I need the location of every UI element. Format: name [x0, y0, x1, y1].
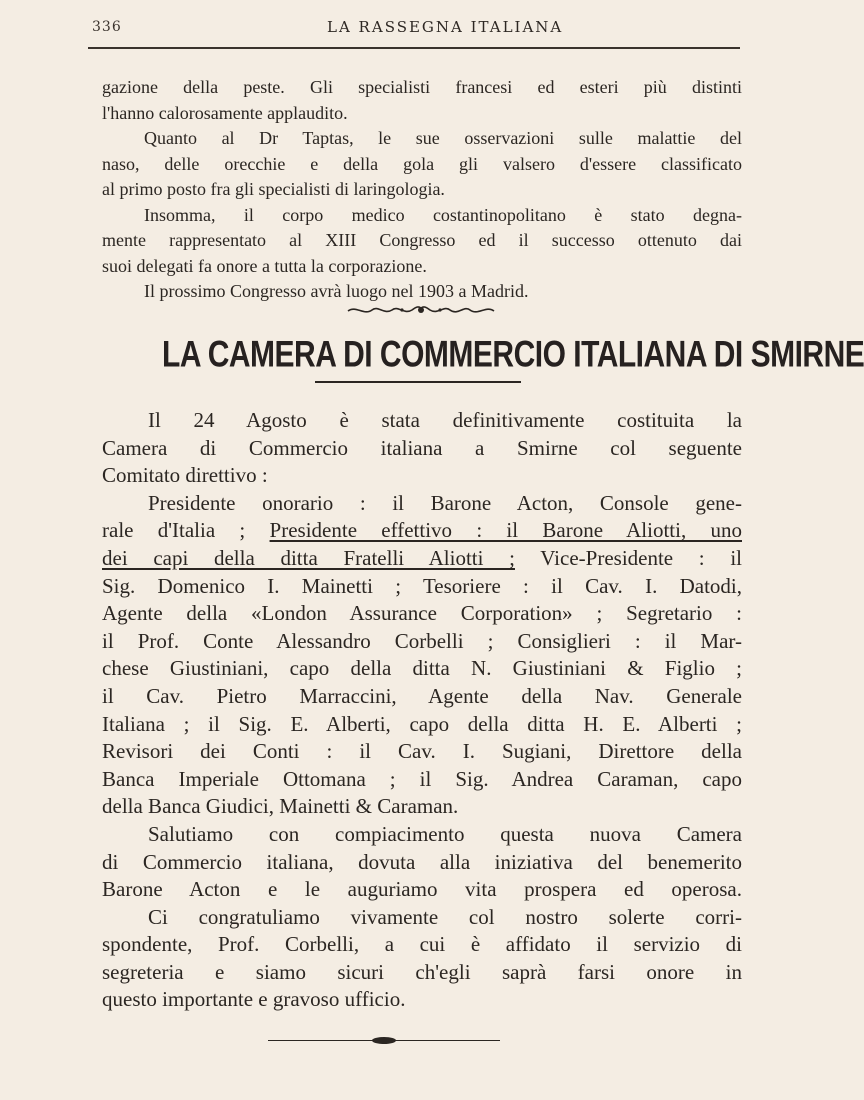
article-title: LA CAMERA DI COMMERCIO ITALIANA DI SMIRNE — [162, 335, 864, 376]
text-segment: Vice-Presidente : il — [514, 545, 742, 570]
text-line: Comitato direttivo : — [102, 463, 268, 488]
page-number: 336 — [92, 19, 122, 35]
title-rule — [315, 381, 521, 383]
text-line: Revisori dei Conti : il Cav. I. Sugiani, Direttore della — [102, 739, 742, 764]
text-line: naso, delle orecchie e della gola gli valsero d'essere classificato — [102, 153, 742, 174]
text-segment: rale d'Italia ; — [102, 518, 270, 543]
text-line — [102, 517, 742, 545]
text-line: segreteria e siamo sicuri ch'egli saprà farsi onore in — [102, 959, 742, 984]
text-line: Banca Imperiale Ottomana ; il Sig. Andrea Caraman, capo — [102, 766, 742, 791]
text-line: spondente, Prof. Corbelli, a cui è affidato il servizio di — [102, 932, 742, 957]
text-line: questo importante e gravoso ufficio. — [102, 987, 406, 1012]
text-line: il Prof. Conte Alessandro Corbelli ; Consiglieri : il Mar- — [102, 628, 742, 653]
underlined-passage: dei capi della ditta Fratelli Aliotti ; — [102, 545, 515, 570]
text-line: della Banca Giudici, Mainetti & Caraman. — [102, 794, 459, 819]
text-line: Insomma, il corpo medico costantinopolitano è stato degna- — [144, 204, 742, 225]
end-of-article-rule — [268, 1040, 500, 1041]
text-line: Barone Acton e le auguriamo vita prospera ed operosa. — [102, 877, 742, 902]
running-header — [0, 18, 771, 58]
underlined-passage: Presidente effettivo : il Barone Aliotti, uno — [269, 518, 742, 543]
text-line: mente rappresentato al XIII Congresso ed il successo ottenuto dai — [102, 230, 742, 250]
text-line — [102, 545, 742, 573]
text-line: di Commercio italiana, dovuta alla iniziativa del benemerito — [102, 849, 742, 874]
text-line: Italiana ; il Sig. E. Alberti, capo della ditta H. E. Alberti ; — [102, 711, 742, 736]
text-line: al primo posto fra gli specialisti di laringologia. — [102, 179, 445, 199]
running-title: LA RASSEGNA ITALIANA — [327, 18, 564, 36]
text-line: Salutiamo con compiacimento questa nuova Camera — [148, 821, 742, 846]
text-line: Agente della «London Assurance Corporation» ; Segretario : — [102, 601, 742, 626]
text-line: chese Giustiniani, capo della ditta N. Giustiniani & Figlio ; — [102, 656, 742, 681]
article-body — [102, 407, 742, 1014]
previous-article-ending — [102, 75, 742, 305]
text-line: Camera di Commercio italiana a Smirne col seguente — [102, 435, 742, 460]
text-line: gazione della peste. Gli specialisti francesi ed esteri più distinti — [102, 77, 742, 97]
header-rule — [88, 47, 740, 49]
text-line: Quanto al Dr Taptas, le sue osservazioni sulle malattie del — [144, 128, 742, 148]
ornamental-divider-icon — [346, 302, 496, 318]
text-line: Sig. Domenico I. Mainetti ; Tesoriere : il Cav. I. Datodi, — [102, 573, 742, 598]
text-line: l'hanno calorosamente applaudito. — [102, 102, 348, 123]
text-line: il Cav. Pietro Marraccini, Agente della Nav. Generale — [102, 683, 742, 708]
text-line: Ci congratuliamo vivamente col nostro solerte corri- — [148, 904, 742, 929]
text-line: suoi delegati fa onore a tutta la corporazione. — [102, 255, 427, 276]
text-line: Il prossimo Congresso avrà luogo nel 1903 a Madrid. — [144, 281, 529, 301]
text-line: Presidente onorario : il Barone Acton, Console gene- — [148, 490, 742, 515]
text-line: Il 24 Agosto è stata definitivamente costituita la — [148, 408, 742, 432]
